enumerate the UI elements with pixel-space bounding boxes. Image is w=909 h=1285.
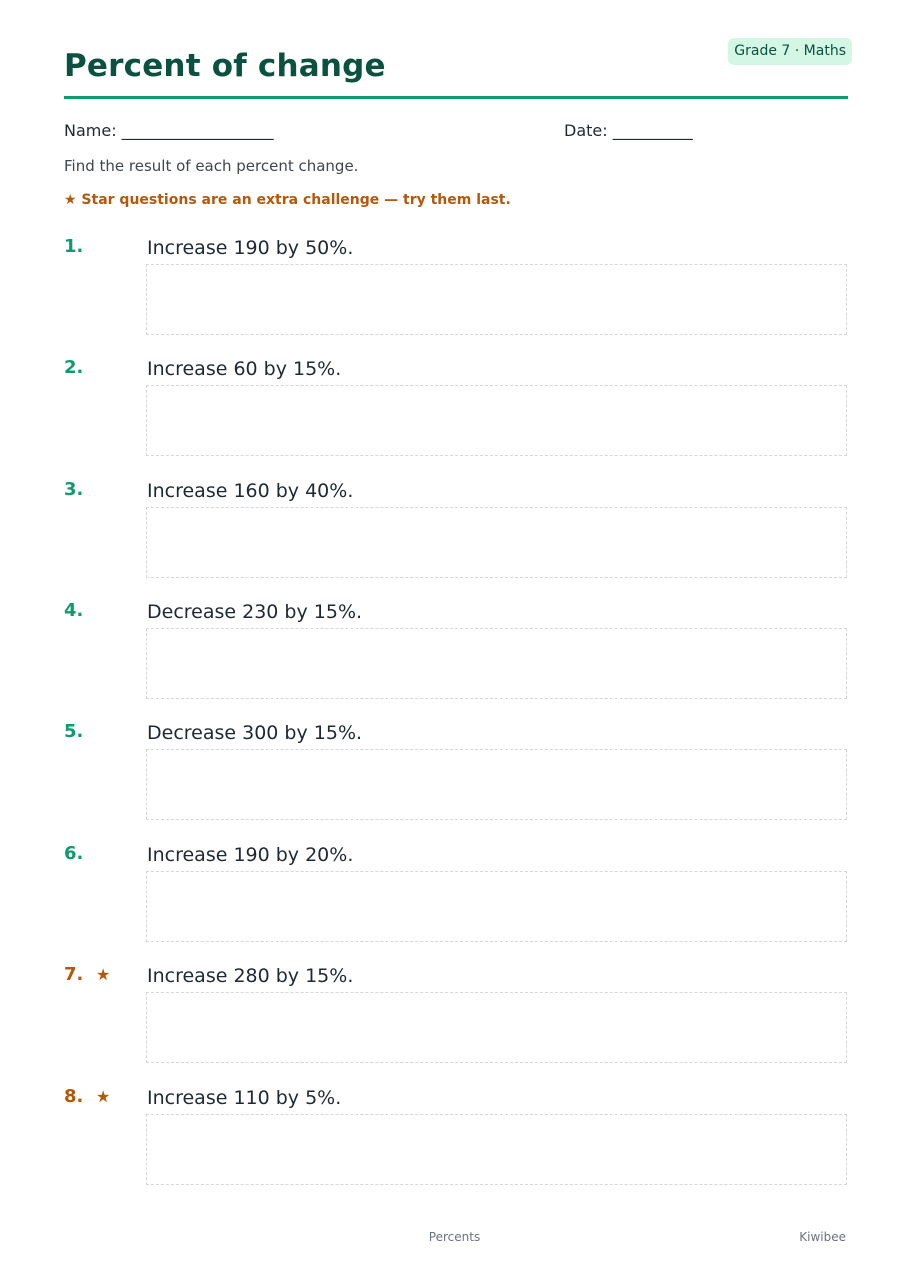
- question-number: 3.: [64, 479, 84, 500]
- answer-box[interactable]: [146, 264, 847, 335]
- answer-box[interactable]: [146, 749, 847, 820]
- star-icon: ★: [96, 1087, 111, 1106]
- question-number: 2.: [64, 357, 84, 378]
- question-text: Increase 280 by 15%.: [147, 965, 354, 987]
- answer-box[interactable]: [146, 385, 847, 456]
- challenge-note: ★ Star questions are an extra challenge — try them last.: [64, 192, 511, 208]
- question-text: Increase 60 by 15%.: [147, 358, 342, 380]
- name-field[interactable]: Name: ___________________: [64, 121, 274, 140]
- question-text: Increase 190 by 50%.: [147, 237, 354, 259]
- header-divider: [64, 96, 848, 99]
- question-text: Decrease 230 by 15%.: [147, 601, 363, 623]
- question-2: [0, 357, 909, 467]
- question-text: Increase 190 by 20%.: [147, 844, 354, 866]
- question-8: [0, 1086, 909, 1196]
- answer-box[interactable]: [146, 1114, 847, 1185]
- answer-box[interactable]: [146, 992, 847, 1063]
- question-4: [0, 600, 909, 710]
- question-number: 4.: [64, 600, 84, 621]
- question-5: [0, 721, 909, 831]
- question-text: Increase 160 by 40%.: [147, 480, 354, 502]
- star-icon: ★: [96, 965, 111, 984]
- footer-brand: Kiwibee: [799, 1230, 846, 1244]
- date-field[interactable]: Date: __________: [564, 121, 693, 140]
- question-6: [0, 843, 909, 953]
- question-number: 5.: [64, 721, 84, 742]
- footer-topic: Percents: [428, 1230, 481, 1244]
- answer-box[interactable]: [146, 507, 847, 578]
- page-title: Percent of change: [64, 48, 386, 84]
- question-3: [0, 479, 909, 589]
- question-text: Increase 110 by 5%.: [147, 1087, 342, 1109]
- question-number: 6.: [64, 843, 84, 864]
- question-number: 7.: [64, 964, 84, 985]
- instructions: Find the result of each percent change.: [64, 157, 359, 175]
- answer-box[interactable]: [146, 871, 847, 942]
- answer-box[interactable]: [146, 628, 847, 699]
- question-number: 1.: [64, 236, 84, 257]
- question-number: 8.: [64, 1086, 84, 1107]
- question-7: [0, 964, 909, 1074]
- question-text: Decrease 300 by 15%.: [147, 722, 363, 744]
- grade-badge: Grade 7 · Maths: [728, 38, 852, 65]
- question-1: [0, 236, 909, 346]
